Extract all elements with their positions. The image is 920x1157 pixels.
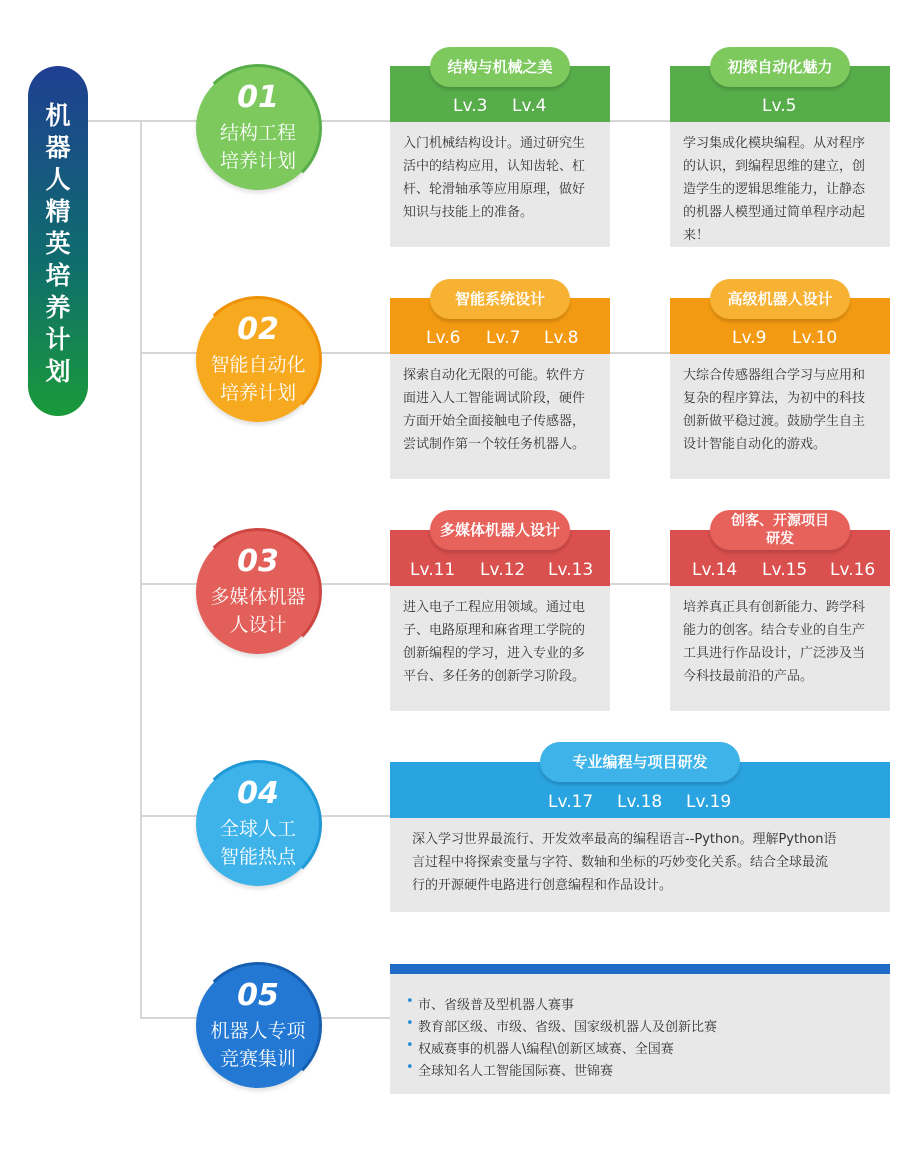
timeline-spine — [140, 120, 142, 1018]
title-char: 机 — [45, 101, 71, 130]
competition-item: • 全球知名人工智能国际赛、世锦赛 — [406, 1060, 614, 1079]
level-label: Lv.4 — [512, 96, 547, 116]
level-label: Lv.16 — [830, 560, 876, 580]
stage-label: 多媒体机器 — [210, 586, 306, 608]
level-label: Lv.6 — [426, 328, 461, 348]
course-card-smart-system — [390, 298, 610, 479]
title-char: 计 — [45, 325, 71, 354]
level-label: Lv.11 — [410, 560, 456, 580]
level-label: Lv.5 — [762, 96, 797, 116]
stage-number: 03 — [237, 544, 279, 579]
card-description: 培养真正具有创新能力、跨学科 能力的创客。结合专业的自生产 工具进行作品设计，广泛涉及当 今科技最前沿的产品。 — [683, 600, 866, 684]
title-char: 英 — [45, 229, 71, 258]
title-char: 人 — [45, 165, 71, 194]
title-char: 养 — [45, 293, 71, 322]
stage-circle-02 — [196, 298, 320, 422]
card-title-pill: 智能系统设计 — [430, 279, 570, 319]
stage-label: 培养计划 — [219, 382, 296, 404]
card-title-pill: 初探自动化魅力 — [710, 47, 850, 87]
program-title — [28, 66, 88, 416]
title-char: 精 — [45, 197, 71, 226]
level-label: Lv.15 — [762, 560, 808, 580]
stage-label: 竞赛集训 — [219, 1048, 296, 1070]
stage-number: 05 — [237, 978, 279, 1013]
card-title-pill: 创客、开源项目 研发 — [710, 510, 850, 550]
stage-circle-04 — [196, 762, 320, 886]
card-description: 大综合传感器组合学习与应用和 复杂的程序算法，为初中的科技 创新做平稳过渡。鼓励学生自主 设计智能自动化的游戏。 — [683, 368, 866, 452]
card-description: 探索自动化无限的可能。软件方 面进入人工智能调试阶段，硬件 方面开始全面接触电子传感器， 尝试制作第一个较任务机器人。 — [403, 368, 586, 452]
course-card-programming — [390, 762, 890, 912]
level-label: Lv.10 — [792, 328, 838, 348]
card-description: 进入电子工程应用领域。通过电 子、电路原理和麻省理工学院的 创新编程的学习，进入专业的多 平台、多任务的创新学习阶段。 — [403, 600, 586, 684]
stage-number: 01 — [237, 80, 279, 115]
level-label: Lv.14 — [692, 560, 738, 580]
competition-item: • 市、省级普及型机器人赛事 — [406, 994, 575, 1013]
level-label: Lv.19 — [686, 792, 732, 812]
card-description: 学习集成化模块编程。从对程序 的认识，到编程思维的建立，创 造学生的逻辑思维能力，让静态 的机器人模型通过简单程序动起 来！ — [683, 136, 866, 243]
card-description: 入门机械结构设计。通过研究生 活中的结构应用，认知齿轮、杠 杆、轮滑轴承等应用原理，做好 知识与技能上的准备。 — [403, 136, 586, 220]
course-card-maker — [670, 530, 890, 711]
title-char: 器 — [45, 133, 71, 162]
stage-circle-03 — [196, 530, 320, 654]
title-char: 划 — [45, 357, 71, 386]
stage-circle-01 — [196, 66, 320, 190]
stage-label: 智能热点 — [219, 846, 296, 868]
competition-item: • 教育部区级、市级、省级、国家级机器人及创新比赛 — [406, 1016, 718, 1035]
card-title-pill: 高级机器人设计 — [710, 279, 850, 319]
stage-circle-05 — [196, 964, 320, 1088]
stage-label: 培养计划 — [219, 150, 296, 172]
stage-label: 智能自动化 — [210, 354, 306, 376]
card-title-pill: 多媒体机器人设计 — [430, 510, 570, 550]
card-description: 深入学习世界最流行、开发效率最高的编程语言--Python。理解Python语 言过程中将探索变量与字符、数轴和坐标的巧妙变化关系。结合全球最流 行的开源硬件电路进行创意编程和作品设计。 — [412, 832, 837, 893]
stage-label: 全球人工 — [219, 818, 296, 840]
stage-label: 结构工程 — [219, 122, 296, 144]
stage-label: 人设计 — [229, 614, 287, 636]
level-label: Lv.13 — [548, 560, 594, 580]
competition-item: • 权威赛事的机器人\编程\创新区域赛、全国赛 — [406, 1038, 674, 1057]
level-label: Lv.12 — [480, 560, 526, 580]
competition-card — [390, 964, 890, 1094]
card-title-pill: 结构与机械之美 — [430, 47, 570, 87]
level-label: Lv.3 — [453, 96, 488, 116]
course-card-automation — [670, 66, 890, 247]
card-title-pill: 专业编程与项目研发 — [540, 742, 740, 782]
level-label: Lv.8 — [544, 328, 579, 348]
stage-label: 机器人专项 — [210, 1020, 306, 1042]
stage-number: 02 — [237, 312, 279, 347]
course-card-multimedia — [390, 530, 610, 711]
level-label: Lv.17 — [548, 792, 594, 812]
level-label: Lv.9 — [732, 328, 767, 348]
title-char: 培 — [45, 261, 71, 290]
course-card-structure — [390, 66, 610, 247]
course-card-advanced-robot — [670, 298, 890, 479]
level-label: Lv.7 — [486, 328, 521, 348]
stage-number: 04 — [237, 776, 279, 811]
level-label: Lv.18 — [617, 792, 663, 812]
